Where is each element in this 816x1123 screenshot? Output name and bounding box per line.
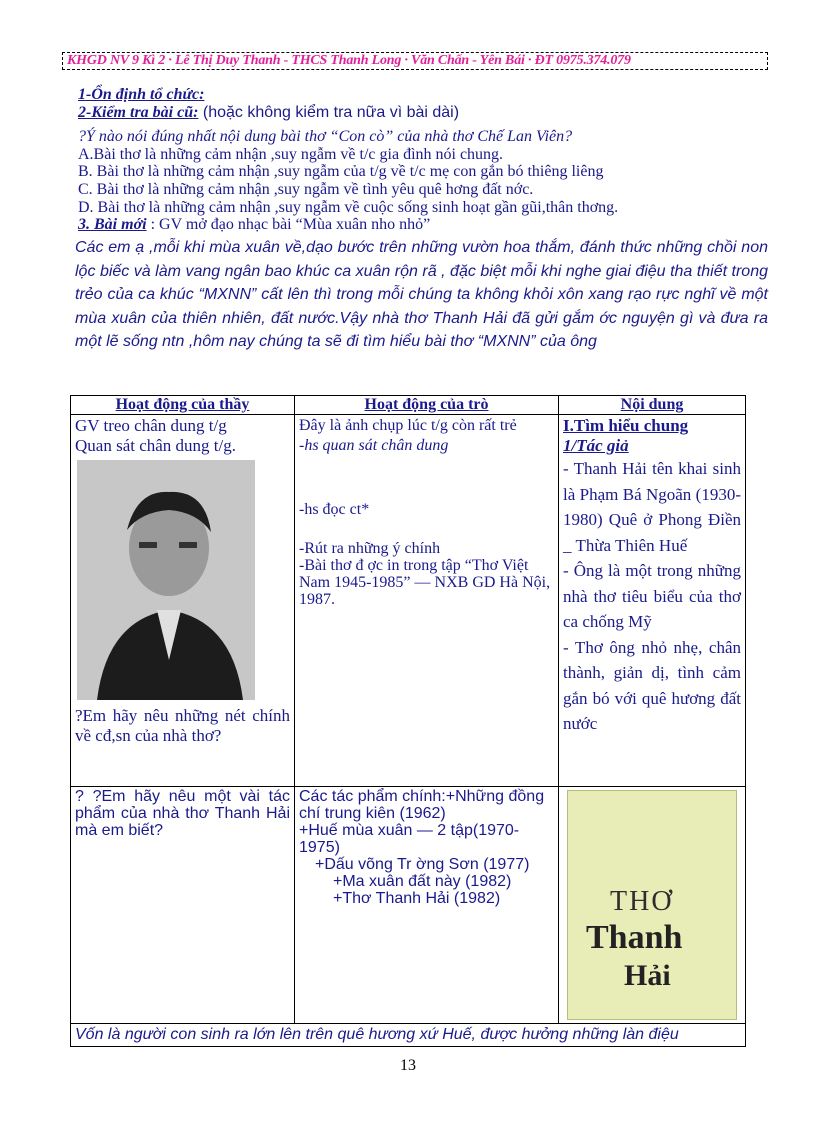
option-c: C. Bài thơ là những cảm nhận ,suy ngẫm về tình yêu quê hơng đất nớc. [78,181,534,198]
col-teacher-header: Hoạt động của thầy [71,396,295,415]
student-text: Các tác phẩm chính:+Những đồng chí trung kiên (1962) [299,788,545,822]
portrait-image [77,460,255,700]
page-header: KHGD NV 9 Kì 2 · Lê Thị Duy Thanh - THCS Thanh Long · Văn Chấn - Yên Bái · ĐT 0975.374.079 [62,52,768,70]
student-text: +Dấu võng Tr ờng Sơn (1977) [315,856,530,873]
quiz-question: ?Ý nào nói đúng nhất nội dung bài thơ “Con cò” của nhà thơ Chế Lan Viên? [78,128,573,145]
content-cell [559,787,746,1024]
table-header-row [71,396,746,415]
option-d: D. Bài thơ là những cảm nhận ,suy ngẫm về cuộc sống sinh hoạt gần gũi,thân thơng. [78,199,619,216]
step-3-text: : GV mở đạo nhạc bài “Mùa xuân nho nhỏ” [146,216,431,233]
continuation-cell: Vốn là người con sinh ra lớn lên trên quê hương xứ Huế, được hưởng những làn điệu [71,1024,746,1047]
content-cell [559,415,746,787]
teacher-question: ?Em hãy nêu những nét chính về cđ,sn của nhà thơ? [75,706,290,745]
teacher-question: ? ?Em hãy nêu một vài tác phẩm của nhà thơ Thanh Hải mà em biết? [75,788,290,839]
step-3-label: 3. Bài mới [78,216,147,233]
student-cell [295,415,559,787]
step-1: 1-Ổn định tổ chức: [78,86,205,103]
table-row [71,1024,746,1047]
step-2-label: 2-Kiểm tra bài cũ: [78,104,199,121]
option-b: B. Bài thơ là những cảm nhận ,suy ngẫm của t/g về t/c mẹ con gắn bó thiêng liêng [78,163,604,180]
content-text: - Ông là một trong những nhà thơ tiêu biểu của thơ ca chống Mỹ [563,561,741,631]
step-2 [78,104,459,121]
content-text: - Thanh Hải tên khai sinh là Phạm Bá Ngoãn (1930-1980) Quê ở Phong Điền _ Thừa Thiên Huế [563,459,741,555]
table-row [71,415,746,787]
teacher-text: GV treo chân dung t/g [75,416,227,435]
col-student-header: Hoạt động của trò [295,396,559,415]
content-text: - Thơ ông nhỏ nhẹ, chân thành, giản dị, tình cảm gắn bó với quê hương đất nước [563,637,741,733]
teacher-cell [71,787,295,1024]
content-title: I.Tìm hiểu chung [563,416,689,435]
student-text: +Huế mùa xuân — 2 tập(1970-1975) [299,822,520,856]
content-subtitle: 1/Tác giả [563,436,629,455]
student-text: -hs quan sát chân dung [299,437,449,454]
option-a: A.Bài thơ là những cảm nhận ,suy ngẫm về t/c gia đình nói chung. [78,146,504,163]
student-text: +Thơ Thanh Hải (1982) [333,890,501,907]
book-title-line: Thanh [586,919,683,956]
step-2-note: (hoặc không kiểm tra nữa vì bài dài) [198,104,460,121]
student-text: -Rút ra những ý chính [299,540,441,557]
teacher-text: Quan sát chân dung t/g. [75,436,236,455]
col-content-header: Nội dung [559,396,746,415]
step-3 [78,216,430,233]
student-text: Đây là ảnh chụp lúc t/g còn rất trẻ [299,417,517,434]
student-text: -hs đọc ct* [299,501,370,518]
teacher-cell [71,415,295,787]
book-title-line: Hải [624,959,671,992]
intro-paragraph: Các em ạ ,mỗi khi mùa xuân về,dạo bước trên những vườn hoa thắm, đánh thức những chồi non lộc biếc và làm vang ngân bao khúc ca xuân rộn rã , đặc biệt mỗi khi nghe giai điệu tha thiết trong trẻo của ca khúc “MXNN” cất lên thì trong mỗi chúng ta không khỏi xôn xang rạo rực nghĩ về một mùa xuân của thiên nhiên, đất nước.Vậy nhà thơ Thanh Hải đã gửi gắm ớc nguyện gì và đưa ra một lẽ sống ntn ,hôm nay chúng ta sẽ đi tìm hiểu bài thơ “MXNN” của ông [75,239,768,350]
table-row [71,787,746,1024]
lesson-table [70,395,746,1047]
book-title-line: THƠ [610,886,674,917]
student-text: +Ma xuân đất này (1982) [333,873,512,890]
book-cover [567,790,737,1020]
student-text: -Bài thơ đ ợc in trong tập “Thơ Việt Nam 1945-1985” — NXB GD Hà Nội, 1987. [299,557,551,608]
author-portrait [77,460,255,700]
page-number: 13 [400,1057,416,1074]
student-cell [295,787,559,1024]
